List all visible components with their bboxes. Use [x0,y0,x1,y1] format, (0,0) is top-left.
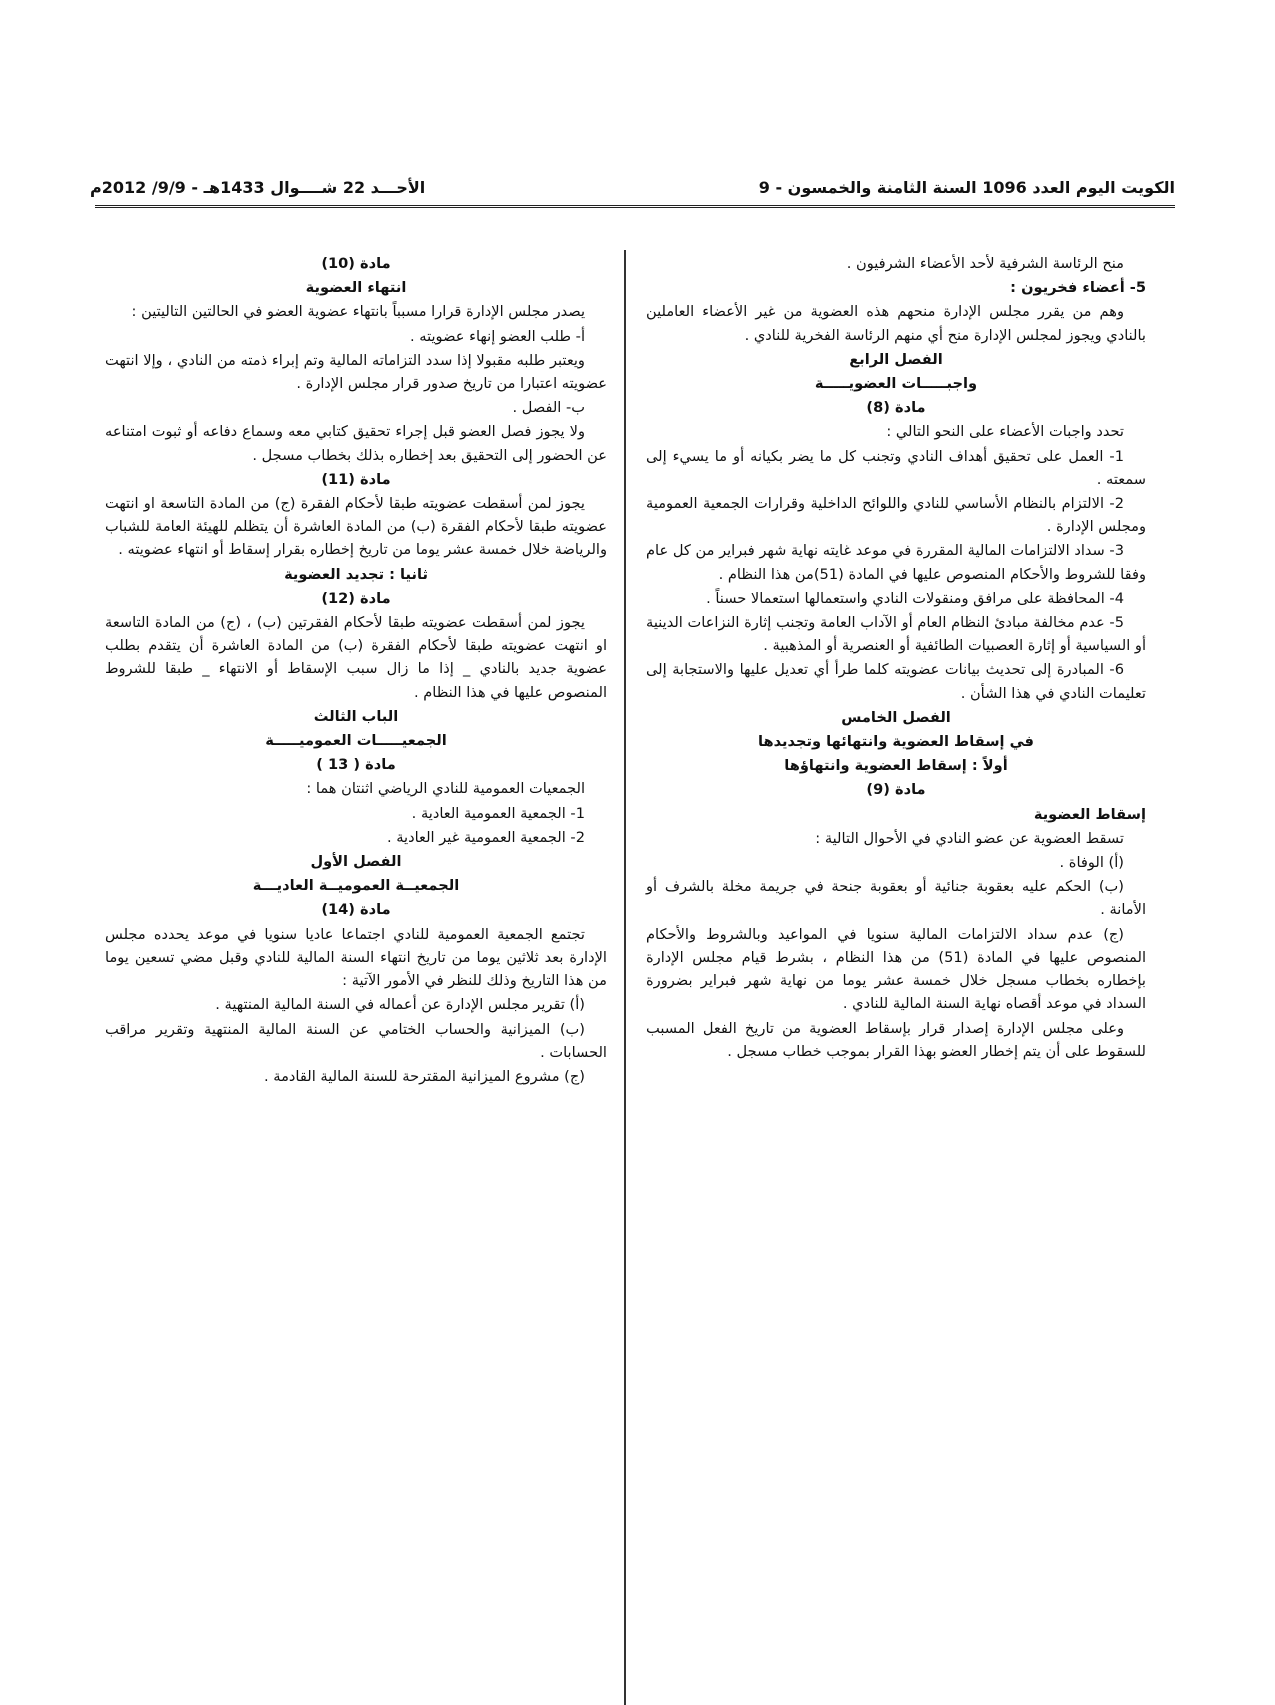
section-heading: ثانيا : تجديد العضوية [284,565,428,583]
paragraph: تسقط العضوية عن عضو النادي في الأحوال التالية : [815,829,1124,847]
section-heading: الفصل الرابع [849,350,943,368]
paragraph: 6- المبادرة إلى تحديث بيانات عضويته كلما طرأ أي تعديل عليها والاستجابة إلى تعليمات النادي في هذا الشأن . [646,661,1146,702]
section-heading: في إسقاط العضوية وانتهائها وتجديدها [758,733,1034,751]
paragraph: وهم من يقرر مجلس الإدارة منحهم هذه العضوية من غير الأعضاء العاملين بالنادي ويجوز لمجلس الإدارة منح أي منهم الرئاسة الفخرية للنادي . [646,303,1146,344]
gazette-issue-info: الكويت اليوم العدد 1096 السنة الثامنة والخمسون - 9 [758,178,1175,197]
paragraph: (ب) الحكم عليه بعقوبة جنائية أو بعقوبة جنحة في جريمة مخلة بالشرف أو الأمانة . [646,878,1146,919]
paragraph: 3- سداد الالتزامات المالية المقررة في موعد غايته نهاية شهر فبراير من كل عام وفقا للشروط والأحكام المنصوص عليها في المادة (51)من هذا النظام . [646,542,1146,583]
section-heading: الفصل الأول [310,853,402,871]
section-heading: مادة (11) [321,470,391,488]
paragraph: (ب) الميزانية والحساب الختامي عن السنة المالية المنتهية وتقرير مراقب الحسابات . [105,1020,607,1061]
paragraph: تجتمع الجمعية العمومية للنادي اجتماعا عاديا سنويا في موعد يحدده مجلس الإدارة بعد ثلاثين يوما من تاريخ انتهاء السنة المالية للنادي وقبل مضي تسعين يوما من هذا التاريخ وذلك للنظر في الأمور الآتية : [105,925,607,990]
paragraph: 5- عدم مخالفة مبادئ النظام العام أو الآداب العامة وتجنب إثارة النزاعات الدينية أو السياسية أو إثارة العصبيات الطائفية أو العنصرية أو المذهبية . [646,614,1146,655]
section-heading: مادة (14) [321,901,391,919]
section-heading: الجمعيــة العموميــة العاديـــة [252,877,460,895]
section-heading: مادة ( 13 ) [316,756,396,774]
paragraph: (أ) تقرير مجلس الإدارة عن أعماله في السنة المالية المنتهية . [215,996,585,1014]
gazette-date: الأحـــد 22 شــــوال 1433هـ - 9/9/ 2012م [90,178,426,197]
paragraph: أ- طلب العضو إنهاء عضويته . [409,327,585,345]
paragraph: ويعتبر طلبه مقبولا إذا سدد التزاماته المالية وتم إبراء ذمته من النادي ، وإلا انتهت عضويته اعتبارا من تاريخ صدور قرار مجلس الإدارة . [105,351,607,393]
paragraph: 2- الجمعية العمومية غير العادية . [386,828,585,846]
section-heading: واجبـــــات العضويـــــة [814,375,978,393]
section-heading: مادة (8) [866,399,926,417]
paragraph: 1- العمل على تحقيق أهداف النادي وتجنب كل ما يضر بكيانه أو ما يسيء إلى سمعته . [646,447,1146,488]
paragraph: يجوز لمن أسقطت عضويته طبقا لأحكام الفقرة (ج) من المادة التاسعة او انتهت عضويته طبقا لأحكام الفقرة (ب) من المادة العاشرة أن يتظلم للهيئة العامة للشباب والرياضة خلال خمسة عشر يوما من تاريخ إخطاره بقرار إسقاط أو انتهاء عضويته . [105,495,607,559]
section-heading: الفصل الخامس [841,708,951,726]
paragraph: ب- الفصل . [512,399,585,417]
paragraph: يجوز لمن أسقطت عضويته طبقا لأحكام الفقرتين (ب) ، (ج) من المادة التاسعة او انتهت عضويته طبقا لأحكام الفقرة (ب) من المادة العاشرة أن يتقدم بطلب عضوية جديد بالنادي _ إذا ما زال سبب الإسقاط أو الانتهاء _ طبقا للشروط المنصوص عليها في هذا النظام . [105,614,607,701]
right-column [646,252,1146,1064]
paragraph: الجمعيات العمومية للنادي الرياضي اثنتان هما : [306,780,585,798]
page-header [90,178,1175,208]
paragraph: (ج) مشروع الميزانية المقترحة للسنة المالية القادمة . [264,1067,585,1085]
section-heading: مادة (9) [866,781,926,799]
subheading: 5- أعضاء فخريون : [1010,279,1146,297]
section-heading: مادة (12) [321,589,391,607]
section-heading: الباب الثالث [313,707,399,725]
paragraph: وعلى مجلس الإدارة إصدار قرار بإسقاط العضوية من تاريخ الفعل المسبب للسقوط على أن يتم إخطار العضو بهذا القرار بموجب خطاب مسجل . [646,1019,1146,1060]
section-heading: الجمعيـــــات العموميـــــة [265,732,447,750]
paragraph: (ج) عدم سداد الالتزامات المالية سنويا في المواعيد وبالشروط والأحكام المنصوص عليها في المادة (51) من هذا النظام ، بشرط قيام مجلس الإدارة بإخطاره بخطاب مسجل خلال خمسة عشر يوما من نهاية شهر فبراير بضرورة السداد في موعد أقصاه نهاية السنة المالية للنادي . [646,925,1146,1013]
left-column [105,252,607,1089]
paragraph: (أ) الوفاة . [1059,854,1124,872]
section-heading: انتهاء العضوية [305,279,407,297]
paragraph: 4- المحافظة على مرافق ومنقولات النادي واستعمالها استعمالا حسناً . [706,589,1124,607]
header-rule [95,205,1175,208]
column-divider [624,250,626,1705]
subheading: إسقاط العضوية [1033,805,1146,823]
section-heading: أولاً : إسقاط العضوية وانتهاؤها [784,757,1008,775]
paragraph: ولا يجوز فصل العضو قبل إجراء تحقيق كتابي معه وسماع دفاعه أو ثبوت امتناعه عن الحضور إلى التحقيق بعد إخطاره بذلك بخطاب مسجل . [105,423,607,464]
paragraph: منح الرئاسة الشرفية لأحد الأعضاء الشرفيون . [846,255,1124,272]
paragraph: 2- الالتزام بالنظام الأساسي للنادي واللوائح الداخلية وقرارات الجمعية العمومية ومجلس الإدارة . [646,495,1146,536]
paragraph: يصدر مجلس الإدارة قرارا مسبباً بانتهاء عضوية العضو في الحالتين التاليتين : [131,303,585,321]
paragraph: 1- الجمعية العمومية العادية . [411,804,585,822]
section-heading: مادة (10) [321,255,391,272]
paragraph: تحدد واجبات الأعضاء على النحو التالي : [886,423,1124,441]
